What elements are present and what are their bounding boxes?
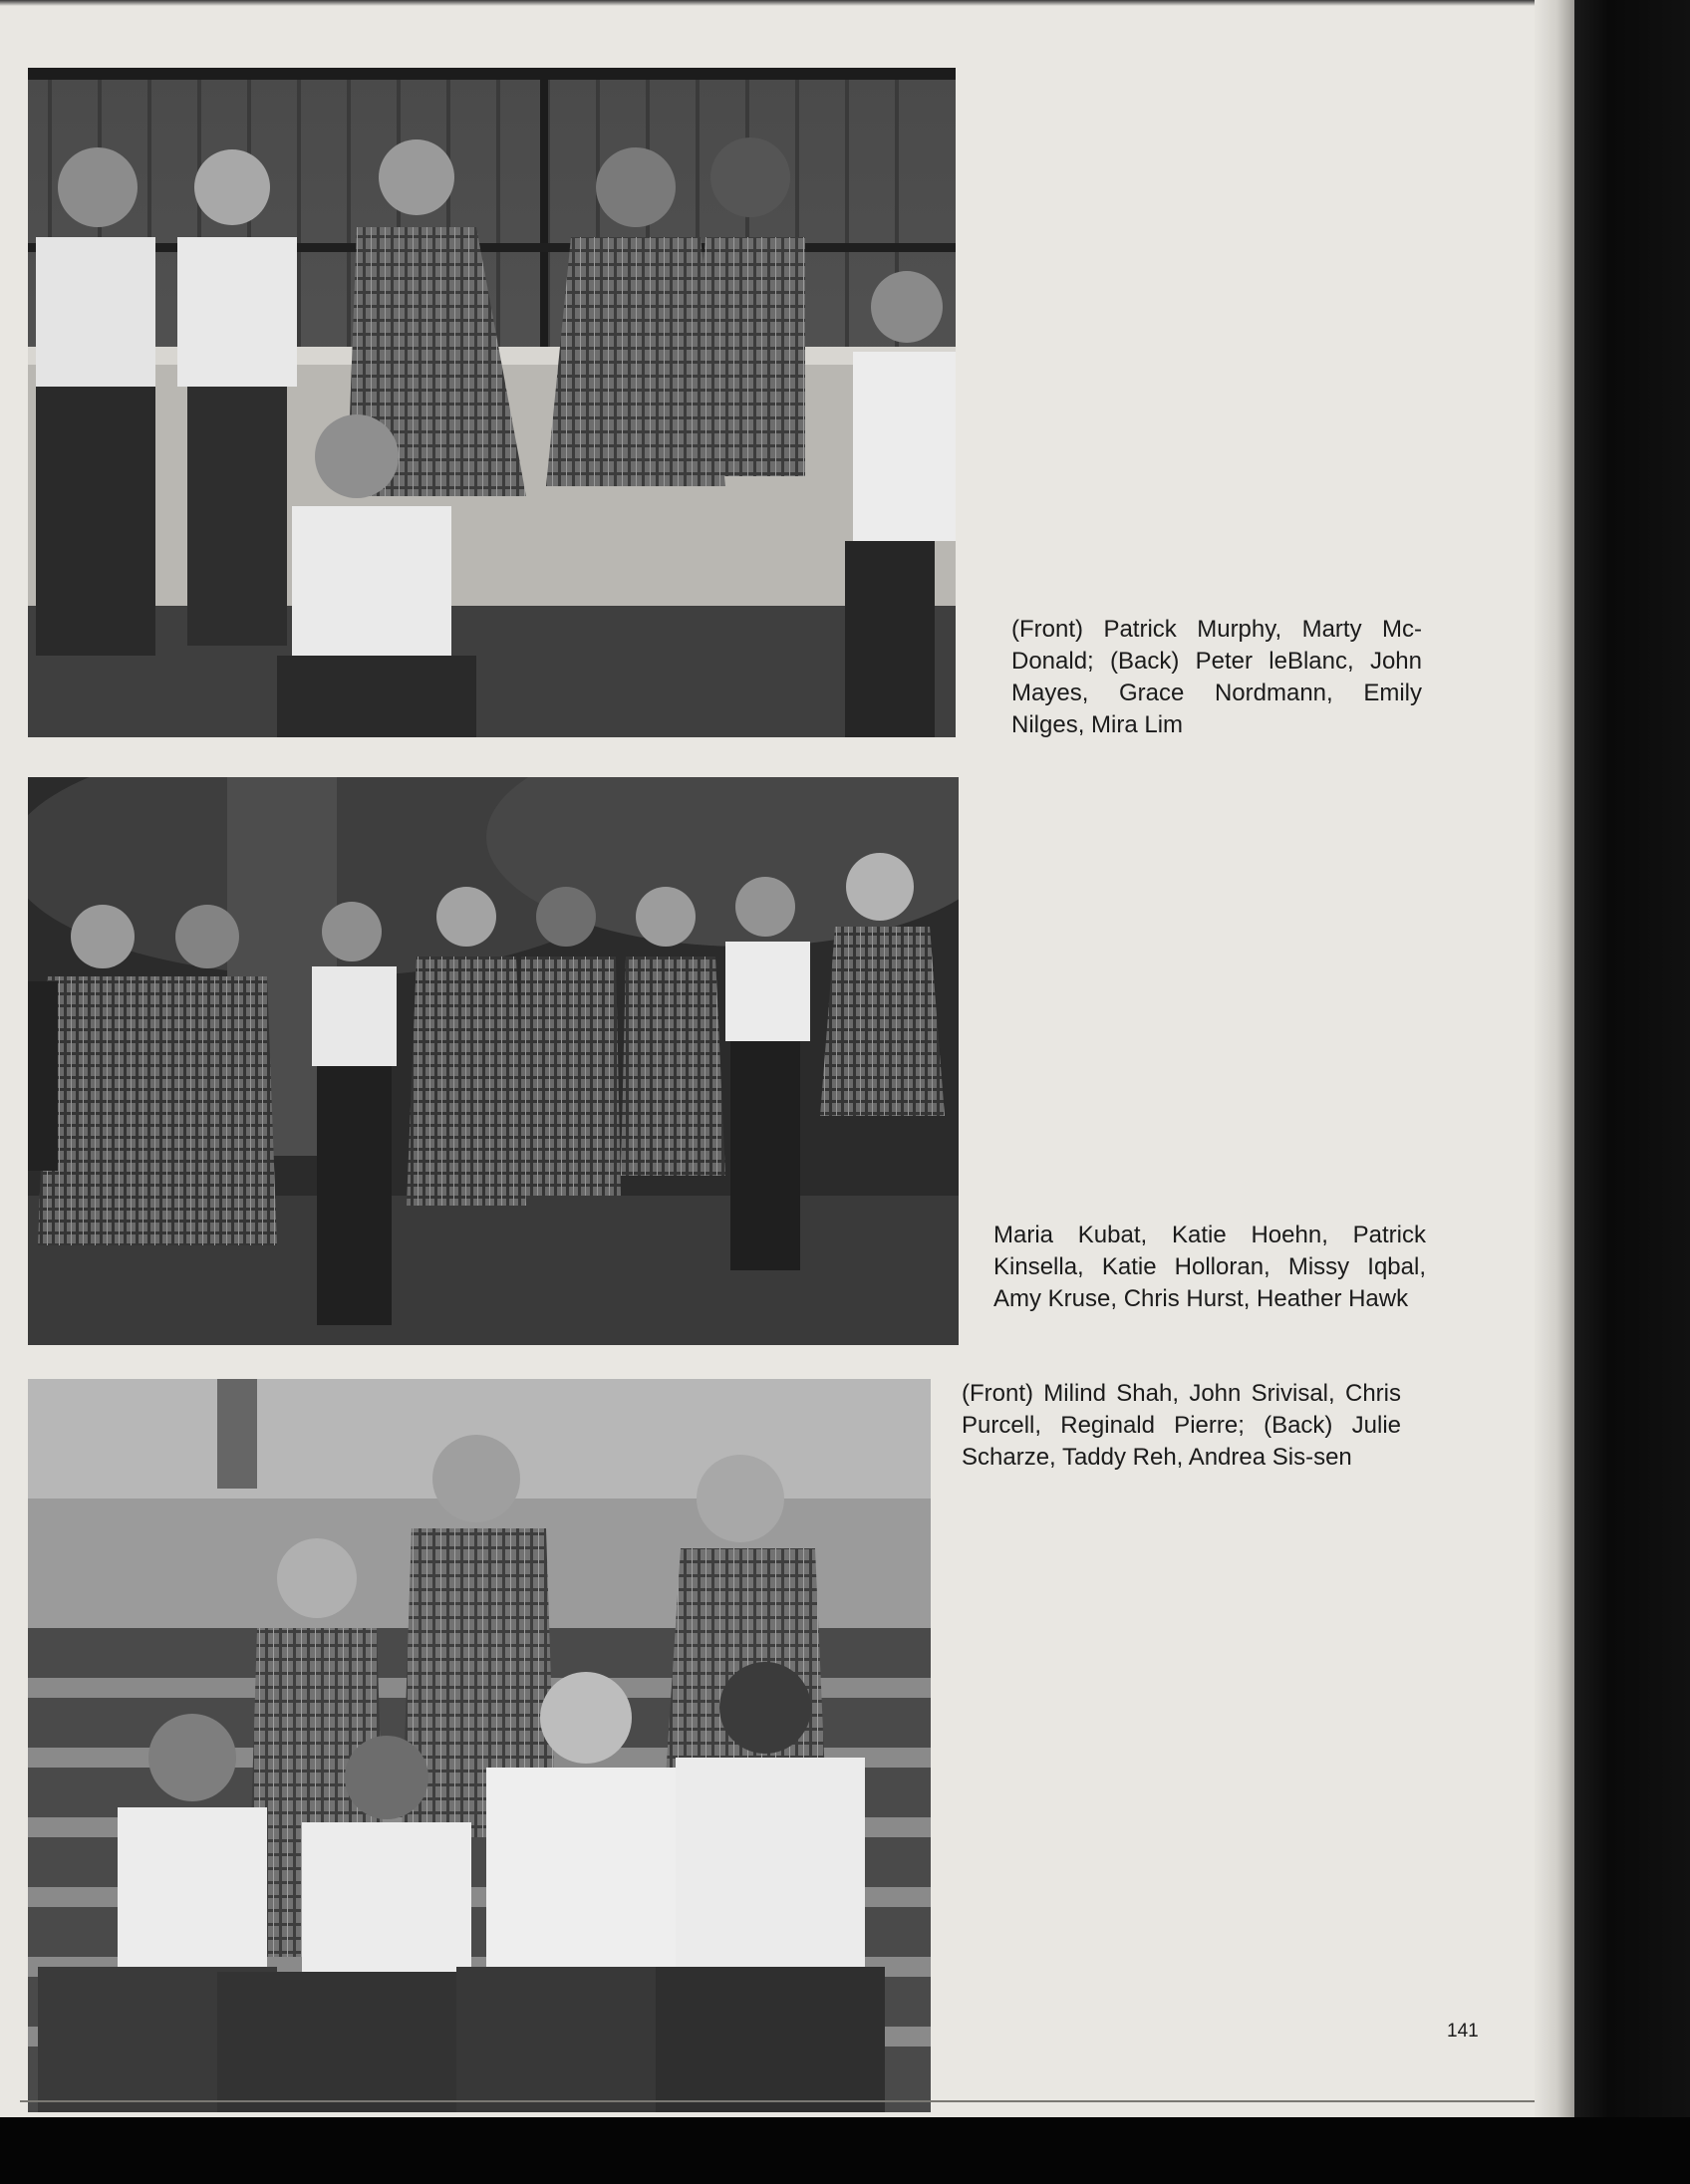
photo-caption-2: Maria Kubat, Katie Hoehn, Patrick Kinsella, Katie Holloran, Missy Iqbal, Amy Kruse, Chris Hurst, Heather Hawk	[993, 1222, 1426, 1312]
page-number: 141	[1447, 2021, 1479, 2042]
page-fore-edge	[1535, 0, 1574, 2117]
photo-tree-image	[28, 777, 959, 1345]
binding-shadow	[1574, 0, 1690, 2117]
group-photo-tree	[28, 777, 959, 1345]
scan-bottom-margin	[0, 2117, 1690, 2184]
group-photo-fence	[28, 68, 956, 737]
photo-caption-3: (Front) Milind Shah, John Srivisal, Chris Purcell, Reginald Pierre; (Back) Julie Scharze, Taddy Reh, Andrea Sis-sen	[962, 1380, 1401, 1471]
photo-logs-image	[28, 1379, 931, 2112]
group-photo-logs	[28, 1379, 931, 2112]
photo-fence-image	[28, 68, 956, 737]
photo-caption-1: (Front) Patrick Murphy, Marty Mc-Donald; (Back) Peter leBlanc, John Mayes, Grace Nordmann, Emily Nilges, Mira Lim	[1011, 616, 1422, 738]
bottom-rule	[20, 2100, 1574, 2102]
top-page-edge	[0, 0, 1574, 6]
